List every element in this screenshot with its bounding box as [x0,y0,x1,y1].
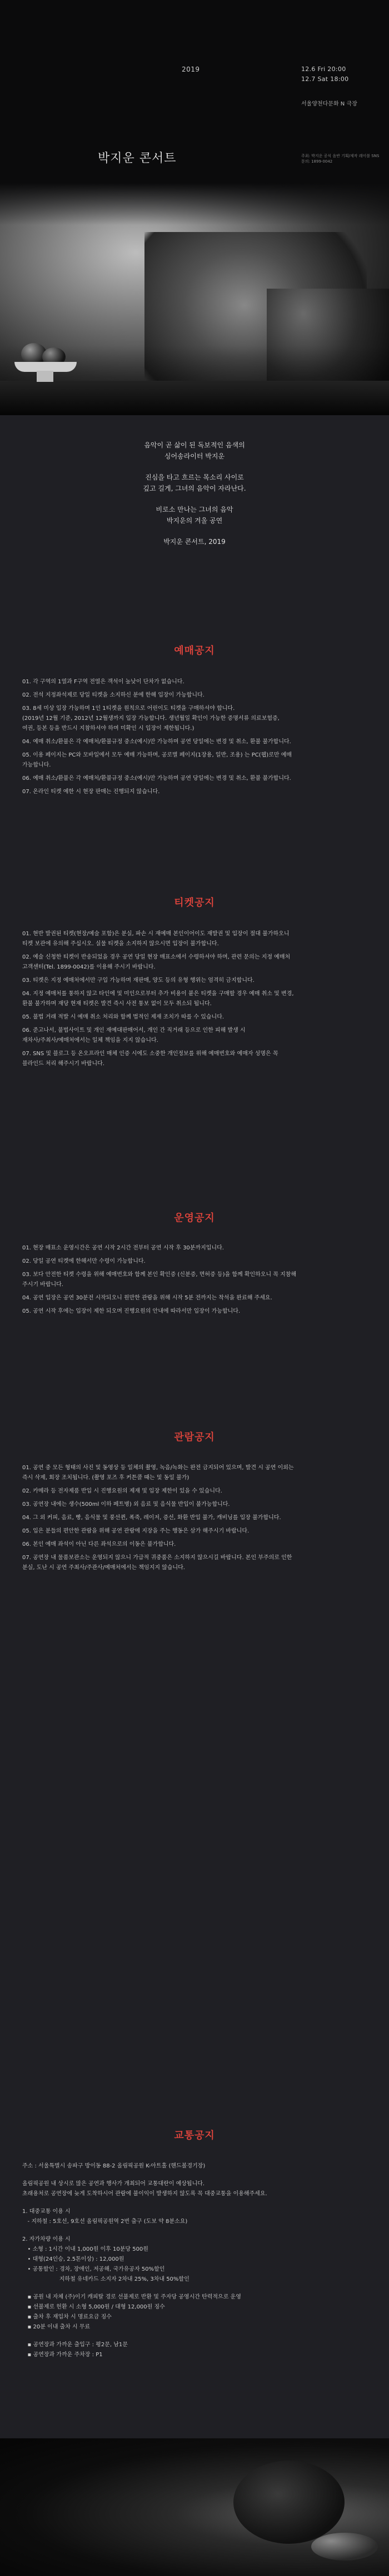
traffic-line: 올림픽공원 내 상시로 많은 공연과 행사가 개최되어 교통대란이 예상됩니다. [22,2181,205,2187]
traffic-line: • 소형 : 1시간 이내 1,000원 이후 10분당 500원 [22,2246,148,2252]
traffic-line [22,2171,372,2179]
notice-line: 05. 입은 분들의 편안한 관람을 위해 공연 관람에 지장을 주는 행동은 삼가 해주시기 바랍니다. [22,1528,250,1534]
hero-credit-1: 주최: 박지운 공식 음반 기획/제작 레이블 SNS [301,154,380,158]
traffic-line: ▪ 선불제로 헌환 시 소형 5,000원 / 대형 12,000원 징수 [22,2304,165,2310]
notice-line: 05. 공연 시작 후에는 입장이 제한 되오며 진행요원의 안내에 따라서만 입장이 가능합니다. [22,1308,241,1314]
notice-line: 06. 예매 취소/환불은 각 예매처/환불규정 중소(예시)만 가능하며 공연 당일에는 변경 및 취소, 환불 불가합니다. [22,775,291,782]
traffic-line: 2. 자가차량 이용 시 [22,2236,71,2242]
traffic-line: ▪ 공연장과 가까운 출입구 : 평2문, 남1문 [22,2342,128,2348]
notice-line: 06. 준고나서, 불법사이트 및 개인 재예대판매어서, 개인 간 직거래 등으로 인한 피해 발생 시 [22,1027,246,1034]
reservation-list [22,677,372,800]
traffic-line: • 대형(24인승, 2.5톤이상) : 12,000원 [22,2256,124,2262]
traffic-line: ▪ 공연장과 가까운 주차장 : P1 [22,2352,103,2358]
notice-line: 02. 카메라 등 전자제품 반입 시 진행요원의 제재 및 입장 제한이 있을 수 있습니다. [22,1488,222,1494]
hero-credit-2: 문의: 1899-0042 [301,159,333,164]
notice-line: 03. 공연장 내에는 생수(500ml 이하 페트병) 외 음료 및 음식물 반입이 불가능합니다. [22,1501,230,1508]
intro-paragraph-2: 진심을 타고 흐르는 목소리 사이로 깊고 길게, 그녀의 음악이 자라난다. [143,473,246,492]
section-title-operation: 운영공지 [174,1212,215,1224]
traffic-line: - 지하철 : 5호선, 9호선 올림픽공원역 2번 출구 (도보 약 8분소요) [22,2219,188,2225]
traffic-line: 초래용처로 공연장에 늦게 도착하시어 관람에 불이익이 발생하지 않도록 꼭 대중교통을 이용해주세요. [22,2191,267,2197]
section-title-ticket: 티켓공지 [174,897,215,909]
notice-line: 02. 예술 신청한 티켓이 반송되었을 경우 공연 당일 현장 매표소에서 수령하셔야 하며, 관련 문의는 지정 예매처 [22,954,291,960]
traffic-line [22,2227,372,2235]
section-title-reservation: 예매공지 [174,645,215,657]
concert-date-1: 12.6 Fri 20:00 [301,65,346,73]
ticket-list [22,929,372,1072]
intro-paragraph-4: 박지운 콘서트, 2019 [163,538,226,546]
traffic-line: • 공통할인 : 경차, 장애인, 저공해, 국가유공자 50%할인 [22,2266,165,2272]
notice-line: 07. SNS 및 블로그 등 온오프라인 매체 인증 시에도 소중한 개인정보를 위해 예매번호와 예매자 성명은 꼭 [22,1051,278,1057]
artist-hand [311,2533,378,2560]
notice-line: (2019년 12월 기준, 2012년 12월생까지 입장 가능합니다. 생년월일 확인이 가능한 증명서류 의료보험증, [22,715,280,722]
notice-line: 03. 8세 미상 입장 가능하며 1인 1티켓을 원칙으로 어린이도 티켓을 구매하셔야 합니다. [22,705,235,712]
concert-year: 2019 [182,65,200,73]
notice-line: 01. 공연 중 모든 형태의 사진 및 동영상 등 일체의 촬영, 녹음/녹화는 완전 금지되어 있으며, 발견 시 공연 이외는 [22,1465,294,1471]
concert-title: 박지운 콘서트 [98,152,177,165]
notice-line: 티켓 보관에 유의해 주십시오. 실물 티켓을 소지하지 않으시면 입장이 불가합니다. [22,941,219,947]
footer-photo [0,2438,389,2576]
concert-venue: 서울양천다문화 N 극장 [301,101,357,107]
traffic-line [22,2285,372,2292]
traffic-line [22,2199,372,2207]
notice-line: 블라인드 처리 해주시기 바랍니다. [22,1061,104,1067]
traffic-line: ▪ 공원 내 자체 (주)이기 캐피탈 경로 선불제로 반환 및 주자당 공영시간 탄력적으로 운영 [22,2294,241,2300]
section-title-traffic: 교통공지 [174,2130,215,2141]
traffic-line [22,2332,372,2340]
section-title-viewing: 관람공지 [174,1431,215,1443]
intro-text [0,440,389,557]
notice-line: 고객센터(Tel. 1899-0042)를 이용해 주시기 바랍니다. [22,964,156,970]
traffic-line: 지하철 유네카드 소지자 2차내 25%, 3차내 50%할인 [22,2276,189,2282]
notice-line: 여권, 등본 등을 반드시 지참하셔야 하며 미확인 시 입장이 제한됩니다.) [22,725,194,732]
notice-line: 가능합니다. [22,762,51,768]
traffic-info [22,2161,372,2360]
intro-paragraph-1: 음악이 곧 삶이 된 독보적인 음색의 싱어송라이터 박지운 [144,441,245,460]
operation-list [22,1243,372,1320]
notice-line: 03. 보다 안전한 티켓 수령을 위해 예매번호와 함께 본인 확인증 (신분증, 면허증 등)을 함께 확인하오니 꼭 지참해 [22,1272,297,1278]
notice-line: 07. 공연장 내 물품보관소는 운영되지 않으니 가급적 귀중품은 소지하지 않으시길 바랍니다. 본인 부주의로 인한 [22,1555,292,1561]
artist-hair [233,2461,345,2544]
notice-line: 주시기 바랍니다. [22,1282,63,1288]
notice-line: 환불 불가하며 재당 현재 티켓은 발견 즉시 사전 통보 없이 모두 취소되 됩니다. [22,1001,212,1007]
notice-line: 01. 현반 발권된 티켓(현장/예술 포함)은 분실, 파손 시 재예매 본인이어이도 재발권 및 입장이 절대 불가하오니 [22,931,290,937]
notice-line: 03. 티켓은 지정 예매처에서만 구입 가능하며 재판매, 양도 등의 유형 행위는 엄격히 금지합니다. [22,977,255,984]
table-surface [0,381,389,415]
traffic-line: 1. 대중교통 이용 시 [22,2209,71,2215]
viewing-list [22,1463,372,1576]
notice-line: 01. 각 구역의 1열과 F구역 전열은 객석이 높낮이 단차가 없습니다. [22,679,184,685]
notice-line: 04. 그 외 커피, 음료, 빵, 음식물 및 풍선퀸, 폭죽, 레이저, 증선, 화환 반입 불가, 캐비닝를 입장 불가합니다. [22,1515,281,1521]
notice-line: 04. 예매 취소/환불은 각 예매처/환불규정 중소(예시)만 가능하며 공연 당일에는 변경 및 취소, 환불 불가합니다. [22,739,291,745]
concert-date-2: 12.7 Sat 18:00 [301,75,349,83]
hero-banner [0,0,389,415]
notice-line: 06. 본인 예매 좌석이 아닌 다른 좌석으로의 이동은 불가합니다. [22,1541,176,1547]
bowl-stand [37,371,53,382]
notice-line: 04. 공연 입장은 공연 30분전 시작되오니 원만한 관람을 위해 시작 5분 전까지는 착석을 완료해 주세요. [22,1295,272,1301]
traffic-line: ▪ 출차 후 재입차 시 명료요금 징수 [22,2314,112,2320]
notice-line: 05. 이용 페이지는 PC와 모바일에서 모두 예매 가능하며, 공로별 페이지(1장용, 일반, 조용) 는 PC(웹)로만 예매 [22,752,292,758]
notice-line: 즉시 삭제, 회장 조치됩니다. (촬영 포즈 후 커튼콜 때는 및 동일 불가) [22,1475,189,1481]
notice-line: 재차사/주최사/예매처에서는 일체 책임을 지지 않습니다. [22,1037,158,1043]
traffic-line: 주소 : 서울특별시 송파구 방이동 88-2 올림픽공원 K-아트홀 (핸드볼경기장) [22,2163,206,2169]
notice-line: 05. 불법 거래 적발 시 예매 취소 처리와 함께 법적인 제재 조치가 따를 수 있습니다. [22,1014,225,1020]
intro-paragraph-3: 비로소 만나는 그녀의 음악 박지운의 겨울 공연 [156,506,233,525]
notice-line: 04. 지정 예매처를 통하지 않고 타인에 및 미인으로부터 추가 비용이 붙은 티켓을 구매할 경우 예매 취소 및 변경, [22,991,294,997]
notice-line: 02. 당일 공연 티켓에 한해서만 수령이 가능합니다. [22,1258,146,1264]
notice-line: 07. 온라인 티켓 예한 시 현장 판매는 진행되지 않습니다. [22,789,160,795]
traffic-line: ▪ 20분 이내 출차 시 무료 [22,2324,91,2330]
notice-line: 02. 전석 지정좌석제로 당일 티켓을 소지하신 분에 한해 입장이 가능합니다. [22,692,205,698]
notice-line: 분실, 도난 시 공연 주최사/주관사/예매처에서는 책임지지 않습니다. [22,1565,185,1571]
notice-line: 01. 현장 매표소 운영시간은 공연 시작 2시간 전부터 공연 시작 후 30분까지입니다. [22,1245,224,1251]
